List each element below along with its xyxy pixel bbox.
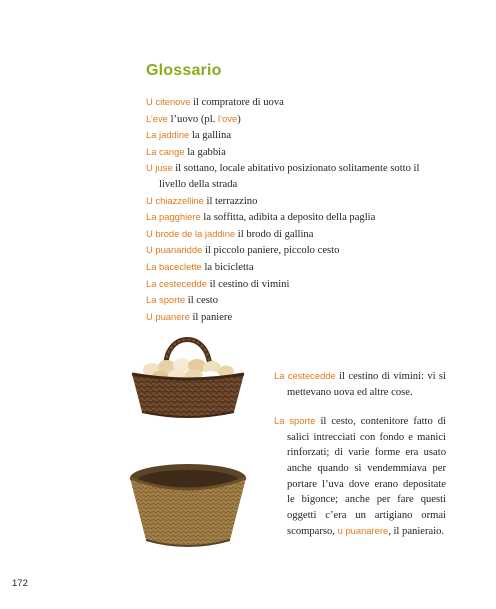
page-title: Glossario [146, 62, 222, 79]
glossary-definition-end: ) [237, 113, 241, 125]
glossary-term: U brode de la jaddine [146, 227, 236, 239]
glossary-term: L’eve [146, 112, 168, 124]
glossary-entry [146, 127, 446, 144]
glossary-definition: il compratore di uova [192, 97, 284, 108]
glossary-definition: la bicicletta [204, 261, 254, 273]
glossary-definition: il piccolo paniere, piccolo cesto [204, 245, 340, 257]
glossary-definition: il paniere [192, 311, 233, 323]
glossary-entry [146, 144, 446, 161]
caption-text: il cestino di vimini: vi si mettevano uova ed altre cose. [287, 371, 446, 398]
glossary-term: La baceclette [146, 260, 202, 272]
glossary-definition: il brodo di gallina [237, 228, 314, 240]
glossary-term: La cange [146, 145, 185, 157]
glossary-entry [146, 160, 446, 192]
caption-term-secondary: u puanarere [337, 525, 389, 537]
glossary-term: U chiazzelline [146, 194, 204, 206]
glossary-entry [146, 209, 446, 226]
caption-empty-basket [274, 413, 446, 540]
glossary-definition: il terrazzino [206, 195, 258, 207]
glossary-definition: l’uovo (pl. [170, 113, 216, 125]
glossary-definition: il cesto [187, 295, 219, 307]
glossary-list [146, 94, 446, 325]
glossary-term: U juse [146, 162, 173, 174]
glossary-term: U puanere [146, 310, 190, 322]
glossary-term: La cestecedde [146, 277, 207, 289]
glossary-term: La jaddine [146, 129, 190, 141]
caption-basket-with-eggs [274, 368, 446, 400]
glossary-definition: la soffitta, adibita a deposito della paglia [203, 212, 376, 224]
glossary-term: U citenove [146, 96, 191, 107]
caption-term: La sporte [274, 415, 316, 427]
glossary-entry [146, 259, 446, 276]
glossary-entry [146, 276, 446, 293]
glossary-entry [146, 193, 446, 210]
basket-with-eggs-photo [122, 322, 254, 424]
glossary-term: La sporte [146, 294, 186, 306]
glossary-definition: la gallina [191, 130, 232, 142]
glossary-entry [146, 292, 446, 309]
glossary-plural-term: l’ove [217, 112, 238, 124]
glossary-entry [146, 226, 446, 243]
glossary-term: U puanaridde [146, 244, 203, 256]
glossary-definition: il sottano, locale abitativo posizionato solitamente sotto il livello della strada [159, 163, 420, 190]
glossary-definition: il cestino di vimini [209, 278, 290, 290]
glossary-entry [146, 94, 446, 111]
empty-basket-photo [122, 460, 254, 552]
caption-text-end: , il panieraio. [388, 526, 445, 538]
photo-captions [274, 368, 446, 553]
page-number: 172 [12, 578, 28, 589]
caption-term: La cestecedde [274, 370, 336, 381]
glossary-term: La pagghiere [146, 211, 201, 223]
glossary-entry [146, 111, 446, 128]
glossary-definition: la gabbia [187, 146, 226, 158]
glossary-entry [146, 242, 446, 259]
caption-text: il cesto, contenitore fatto di salici intrecciati con fondo e manici rinforzati; di varie forme era usato anche quando si vendemmiava per portare l’uva dove erano depositate le bigonce; anche per fare questi oggetti c’era un artigiano ormai scomparso, [287, 416, 447, 538]
